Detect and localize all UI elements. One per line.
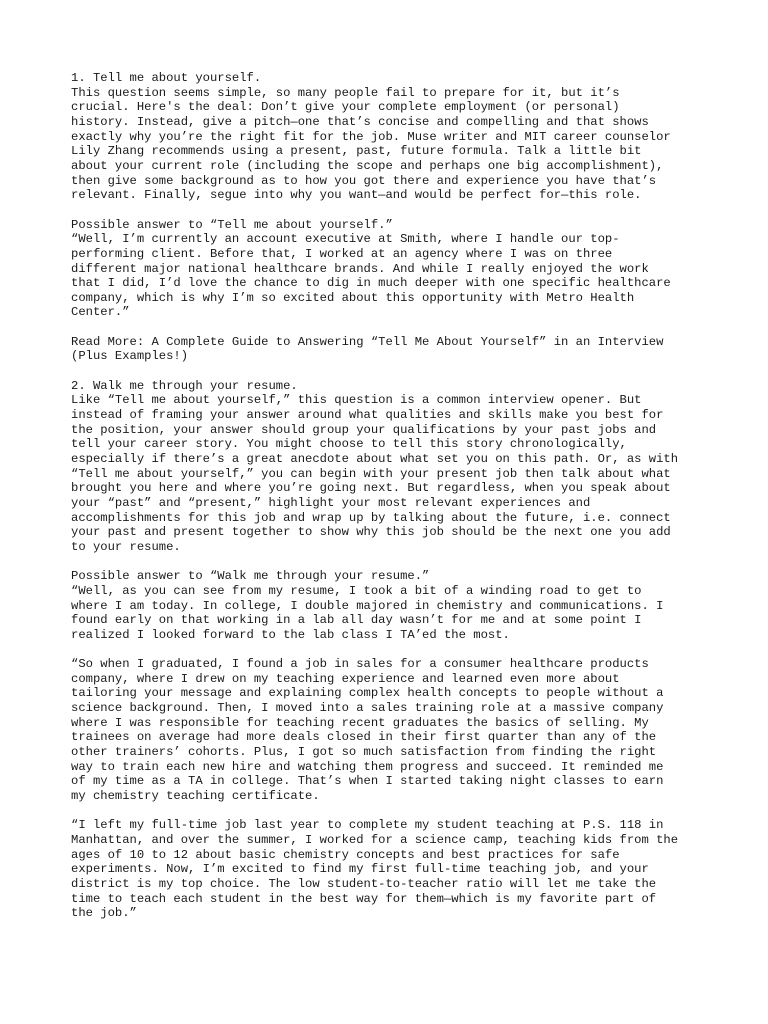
text-line: my chemistry teaching certificate. [71, 789, 320, 804]
text-line: about your current role (including the scope and perhaps one big accomplishment), [71, 158, 664, 173]
text-line: Like “Tell me about yourself,” this question is a common interview opener. But [71, 393, 642, 408]
text-line: performing client. Before that, I worked at an agency where I was on three [71, 246, 613, 261]
text-line: Possible answer to “Walk me through your resume.” [71, 569, 430, 584]
text-line: where I am today. In college, I double majored in chemistry and communications. I [71, 598, 664, 613]
paragraph-answer-2-continued [71, 657, 711, 804]
text-line: found early on that working in a lab all day wasn’t for me and at some point I [71, 613, 642, 628]
text-line: that I did, I’d love the chance to dig in much deeper with one specific healthcare [71, 276, 671, 291]
text-line: your “past” and “present,” highlight your most relevant experiences and [71, 495, 591, 510]
text-line: tell your career story. You might choose to tell this story chronologically, [71, 437, 627, 452]
text-line: 1. Tell me about yourself. [71, 71, 262, 85]
text-line: “Well, I’m currently an account executive at Smith, where I handle our top- [71, 232, 620, 247]
paragraph-answer-2-final [71, 818, 711, 921]
text-line: Read More: A Complete Guide to Answering “Tell Me About Yourself” in an Interview [71, 334, 664, 349]
text-line: of my time as a TA in college. That’s when I started taking night classes to earn [71, 774, 664, 789]
text-line: time to teach each student in the best way for them—which is my favorite part of [71, 891, 657, 906]
text-line: to your resume. [71, 539, 181, 554]
text-line: brought you here and where you’re going next. But regardless, when you speak about [71, 481, 671, 496]
text-line: Center.” [71, 305, 130, 320]
text-line: “I left my full-time job last year to complete my student teaching at P.S. 118 in [71, 818, 664, 833]
text-line: ages of 10 to 12 about basic chemistry concepts and best practices for safe [71, 847, 620, 862]
text-line: This question seems simple, so many people fail to prepare for it, but it’s [71, 85, 620, 100]
text-line: exactly why you’re the right fit for the job. Muse writer and MIT career counselor [71, 129, 671, 144]
text-line: company, which is why I’m so excited about this opportunity with Metro Health [71, 290, 635, 305]
text-line: science background. Then, I moved into a sales training role at a massive company [71, 701, 664, 716]
text-line: trainees on average had more deals closed in their first quarter than any of the [71, 730, 657, 745]
paragraph-answer-2 [71, 569, 711, 642]
text-line: especially if there’s a great anecdote about what set you on this path. Or, as with [71, 452, 679, 467]
text-line: “Well, as you can see from my resume, I took a bit of a winding road to get to [71, 583, 642, 598]
text-line: instead of framing your answer around what qualities and skills make you best for [71, 408, 664, 423]
paragraph-read-more [71, 335, 711, 364]
text-line: tailoring your message and explaining complex health concepts to people without a [71, 686, 664, 701]
paragraph-question-2 [71, 379, 711, 555]
text-line: Possible answer to “Tell me about yourself.” [71, 217, 393, 232]
text-line: crucial. Here's the deal: Don’t give your complete employment (or personal) [71, 100, 620, 115]
text-line: 2. Walk me through your resume. [71, 378, 298, 393]
text-line: accomplishments for this job and wrap up by talking about the future, i.e. connect [71, 510, 671, 525]
text-line: realized I looked forward to the lab class I TA’ed the most. [71, 627, 510, 642]
text-line: way to train each new hire and watching them progress and succeed. It reminded me [71, 759, 664, 774]
text-line: your past and present together to show why this job should be the next one you add [71, 525, 671, 540]
text-line: “So when I graduated, I found a job in sales for a consumer healthcare products [71, 657, 649, 672]
text-line: district is my top choice. The low student-to-teacher ratio will let me take the [71, 877, 657, 891]
text-line: company, where I drew on my teaching experience and learned even more about [71, 671, 620, 686]
paragraph-answer-1 [71, 218, 711, 321]
document-page [71, 71, 711, 936]
paragraph-question-1 [71, 71, 711, 203]
text-line: other trainers’ cohorts. Plus, I got so much satisfaction from finding the right [71, 745, 657, 760]
text-line: where I was responsible for teaching recent graduates the basics of selling. My [71, 715, 649, 730]
text-line: different major national healthcare brands. And while I really enjoyed the work [71, 261, 649, 276]
text-line: Manhattan, and over the summer, I worked for a science camp, teaching kids from the [71, 833, 679, 848]
text-line: experiments. Now, I’m excited to find my first full-time teaching job, and your [71, 862, 649, 877]
text-line: the position, your answer should group your qualifications by your past jobs and [71, 422, 657, 437]
text-line: (Plus Examples!) [71, 349, 189, 364]
text-line: then give some background as to how you got there and experience you have that’s [71, 173, 657, 188]
text-line: history. Instead, give a pitch—one that’s concise and compelling and that shows [71, 114, 649, 129]
text-line: the job.” [71, 906, 137, 921]
text-line: Lily Zhang recommends using a present, past, future formula. Talk a little bit [71, 144, 642, 159]
text-line: relevant. Finally, segue into why you want—and would be perfect for—this role. [71, 188, 642, 203]
text-line: “Tell me about yourself,” you can begin with your present job then talk about what [71, 466, 671, 481]
